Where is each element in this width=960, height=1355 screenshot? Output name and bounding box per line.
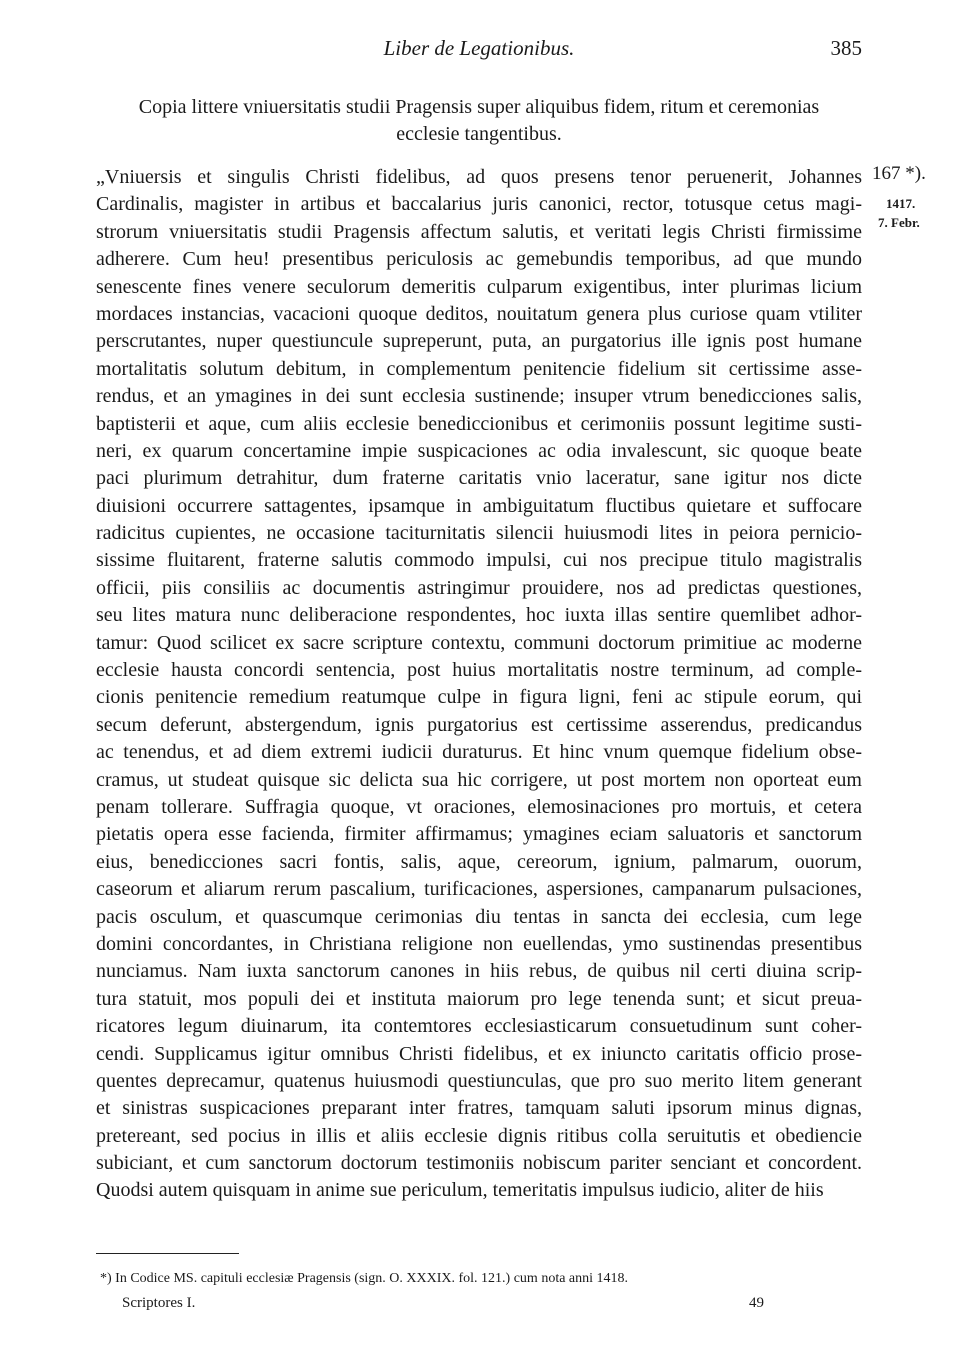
body-line: pacis osculum, et quascumque cerimonias diu tentas in sancta dei ecclesia, cum lege xyxy=(96,905,862,928)
body-line: tamur: Quod scilicet ex sacre scripture contextu, communi doctorum primitiue ac moderne xyxy=(96,631,862,654)
body-line: quentes deprecamur, quatenus huiusmodi questiunculas, que pro suo merito litem generant xyxy=(96,1069,862,1092)
body-line: cionis penitencie remedium reatumque culpe in figura ligni, feni ac stipule eorum, qui xyxy=(96,686,862,709)
body-line: ac tenendus, et ad diem extremi iudicii duraturus. Et hinc vnum quemque fidelium obse- xyxy=(96,741,862,764)
margin-document-number: 167 *). xyxy=(872,163,926,184)
body-line: ecclesie hausta concordi sentencia, post huius mortalitatis nostre terminum, ad comple- xyxy=(96,659,862,682)
title-line-1: Copia littere vniuersitatis studii Pragensis super aliquibus fidem, ritum et ceremonias xyxy=(138,96,820,118)
body-text xyxy=(96,164,862,1205)
body-line: pretereant, sed pocius in illis et aliis ecclesie dignis ritibus colla seruitutis et obediencie xyxy=(96,1124,862,1147)
body-line: domini concordantes, in Christiana religione non euellendas, ymo sustinendas presentibus xyxy=(96,932,862,955)
body-line: „Vniuersis et singulis Christi fidelibus, ad quos presens tenor peruenerit, Johannes xyxy=(96,166,862,188)
title-line-2: ecclesie tangentibus. xyxy=(396,123,562,145)
page-footer xyxy=(96,1295,764,1317)
body-line: radicitus cupientes, ne occasione taciturnitatis silencii huiusmodi lites in peiora pernicio- xyxy=(96,522,862,545)
body-line: neri, ex quarum concertamine impie suspicaciones ac odia invalescunt, sic quoque beate xyxy=(96,439,862,462)
body-line: paci plurimum detrahitur, dum fraterne caritatis vnio laceratur, sane igitur nos dicte xyxy=(96,467,862,490)
body-line: penam tollerare. Suffragia quoque, vt oraciones, elemosinaciones pro mortuis, et cetera xyxy=(96,795,862,818)
body-line: Quodsi autem quisquam in anime sue periculum, temeritatis impulsus iudicio, aliter de hiis xyxy=(96,1179,824,1202)
body-line: et sinistras suspicaciones preparant inter fratres, tamquam saluti ipsorum minus dignas, xyxy=(96,1097,862,1120)
body-line: eius, benedicciones sacri fontis, salis, aque, cereorum, ignium, palmarum, ouorum, xyxy=(96,850,862,873)
sheet-number: 49 xyxy=(749,1295,764,1311)
body-line: nunciamus. Nam iuxta sanctorum canones in hiis rebus, de quibus nil certi diuina scrip- xyxy=(96,960,862,983)
body-line: officii, piis consiliis ac documentis astringimur prouidere, nos ad predictas questiones, xyxy=(96,576,862,599)
body-line: pietatis opera esse facienda, firmiter affirmamus; ymagines eciam saluatoris et sanctorum xyxy=(96,823,862,846)
body-line: seu lites matura nunc deliberacione respondentes, hoc iuxta illas sentire quemlibet adhor- xyxy=(96,604,862,627)
body-line: mordaces instancias, vacacioni quoque deditos, nouitatum genera plus curiose quam vtiliter xyxy=(96,302,862,325)
body-line: cramus, ut studeat quisque sic delicta sua hic corrigere, ut post mortem non oporteat eum xyxy=(96,768,862,791)
body-line: tura statuit, mos populi dei et instituta maiorum pro lege tenenda sunt; et sicut preua- xyxy=(96,987,862,1010)
body-line: caseorum et aliarum rerum pascalium, turificaciones, aspersiones, campanarum pulsaciones, xyxy=(96,878,862,901)
body-line: sissime fluitarent, fraterne salutis commodo impulsi, cui nos precipue titulo magistralis xyxy=(96,549,862,572)
running-title: Liber de Legationibus. xyxy=(383,36,575,60)
body-line: cendi. Supplicamus igitur omnibus Christi fidelibus, et ex iniuncto caritatis officio prose- xyxy=(96,1042,862,1065)
body-line: baptisterii et aque, cum aliis ecclesie benediccionibus et cerimoniis possunt legitime susti- xyxy=(96,412,862,435)
body-line: secum deferunt, abstergendum, ignis purgatorius est certissime asserendus, predicandus xyxy=(96,713,862,736)
margin-year: 1417. xyxy=(886,196,916,211)
page-number: 385 xyxy=(830,36,862,60)
body-line: perscrutantes, nuper questiuncule supreperunt, puta, an purgatorius ille ignis post humane xyxy=(96,330,862,353)
document-title xyxy=(96,94,862,148)
body-line: strorum vniuersitatis studii Pragensis affectum salutis, et veritati legis Christi firmissime xyxy=(96,220,862,243)
page-header xyxy=(96,36,862,66)
footnote-divider xyxy=(96,1253,239,1254)
body-line: Cardinalis, magister in artibus et baccalarius juris canonici, rector, totusque cetus magi- xyxy=(96,193,862,216)
body-line: mortalitatis solutum debitum, in complementum penitencie fidelium sit certissime asse- xyxy=(96,357,862,380)
body-line: senescente fines venere seculorum demeritis culparum exigentibus, inter plurimas licium xyxy=(96,275,862,298)
body-line: ricatores legum diuinarum, ita contemtores ecclesiasticarum consuetudinum sunt coher- xyxy=(96,1015,862,1038)
footnote: *) In Codice MS. capituli ecclesiæ Pragensis (sign. O. XXXIX. fol. 121.) cum nota anni 1418. xyxy=(100,1271,629,1286)
margin-date: 7. Febr. xyxy=(878,215,920,230)
body-line: diuisioni occurrere sattagentes, ipsamque in ambiguitatum fluctibus quietare et suffocare xyxy=(96,494,862,517)
body-line: rendus, et an ymagines in dei sunt ecclesia sustinende; insuper vtrum benedicciones salis, xyxy=(96,385,862,408)
body-line: subiciant, et cum sanctorum doctorum testimoniis nobiscum pariter senciant et concordent. xyxy=(96,1152,862,1175)
signature-mark: Scriptores I. xyxy=(122,1295,196,1311)
body-line: adherere. Cum heu! presentibus periculosis ac gemebundis temporibus, ad que mundo xyxy=(96,248,862,271)
